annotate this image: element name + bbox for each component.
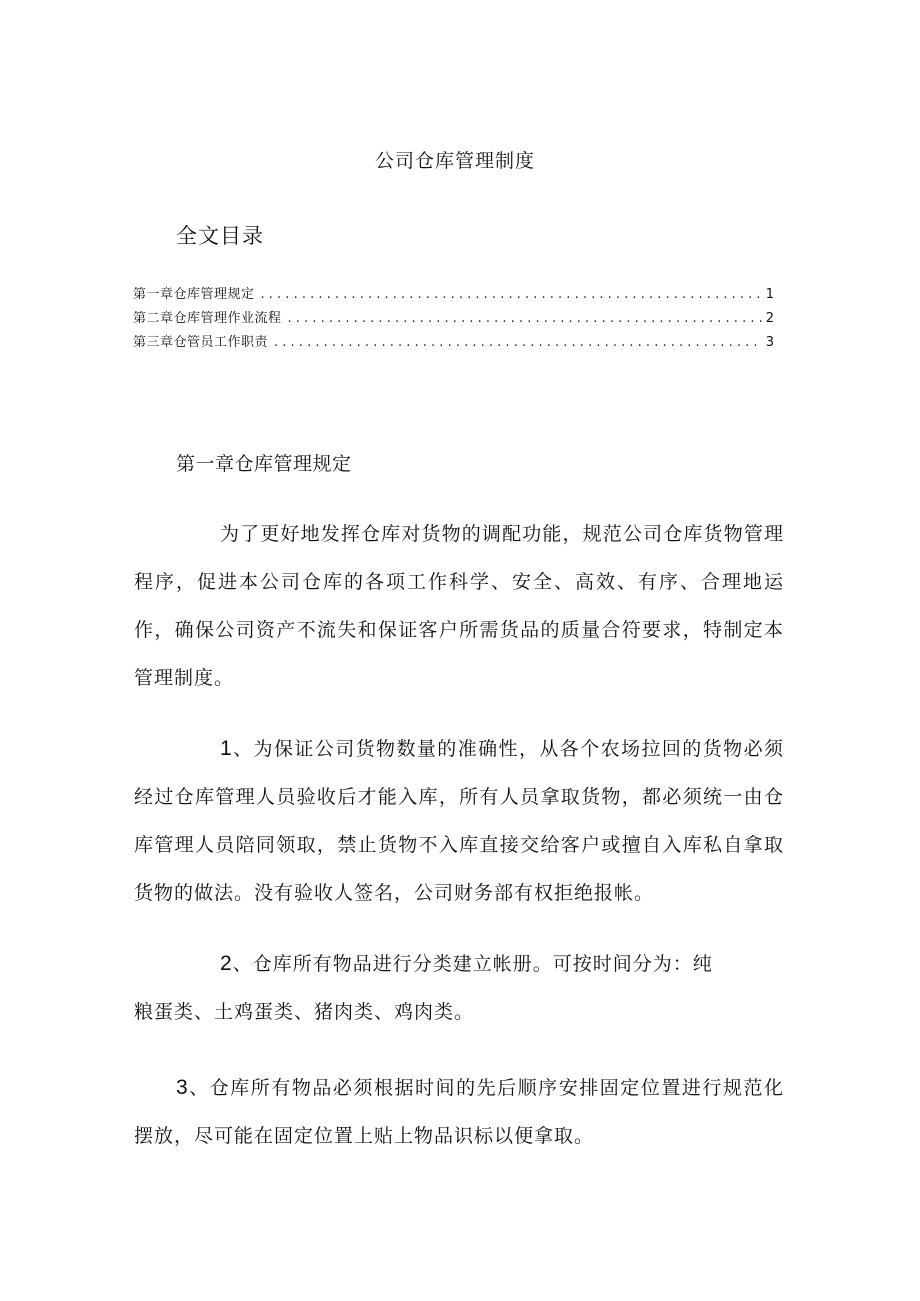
toc-entry[interactable] xyxy=(133,283,774,307)
document-title: 公司仓库管理制度 xyxy=(374,150,535,172)
toc-entry-page: 3 xyxy=(765,335,774,350)
toc-entry[interactable] xyxy=(133,307,774,331)
rule-text: 、为保证公司货物数量的准确性，从各个农场拉回的货物必须经过仓库管理人员验收后才能入库，所有人员拿取货物，都必须统一由仓库管理人员陪同领取，禁止货物不入库直接交给客户或擅自入库私自拿取货物的做法。没有验收人签名，公司财务部有权拒绝报帐。 xyxy=(134,738,784,904)
toc-leader-dots xyxy=(288,307,762,331)
table-of-contents xyxy=(133,283,774,355)
rule-number: 3 xyxy=(176,1076,189,1099)
toc-entry-label: 第一章仓库管理规定 xyxy=(133,287,255,302)
toc-entry-page: 2 xyxy=(765,311,774,326)
toc-entry-label: 第二章仓库管理作业流程 xyxy=(133,311,282,326)
toc-entry-page: 1 xyxy=(765,287,774,302)
toc-heading: 全文目录 xyxy=(176,224,264,248)
toc-leader-dots xyxy=(261,283,762,307)
rule-number: 2 xyxy=(220,952,233,975)
toc-entry[interactable] xyxy=(133,331,774,355)
rule-paragraph-3 xyxy=(134,1064,784,1160)
rule-text-line-1: 、仓库所有物品进行分类建立帐册。可按时间分为：纯 xyxy=(232,953,713,975)
rule-paragraph-2 xyxy=(134,940,784,1036)
intro-paragraph: 为了更好地发挥仓库对货物的调配功能，规范公司仓库货物管理程序，促进本公司仓库的各项工作科学、安全、高效、有序、合理地运作，确保公司资产不流失和保证客户所需货品的质量合符要求，特制定本管理制度。 xyxy=(134,523,784,689)
rule-paragraph-1 xyxy=(134,725,784,917)
rule-text: 、仓库所有物品必须根据时间的先后顺序安排固定位置进行规范化摆放，尽可能在固定位置上贴上物品识标以便拿取。 xyxy=(134,1077,784,1147)
rule-number: 1 xyxy=(220,737,233,760)
rule-text-line-2: 粮蛋类、土鸡蛋类、猪肉类、鸡肉类。 xyxy=(134,1001,475,1023)
toc-entry-label: 第三章仓管员工作职责 xyxy=(133,335,269,350)
chapter-heading: 第一章仓库管理规定 xyxy=(176,453,352,475)
toc-leader-dots xyxy=(274,331,762,355)
